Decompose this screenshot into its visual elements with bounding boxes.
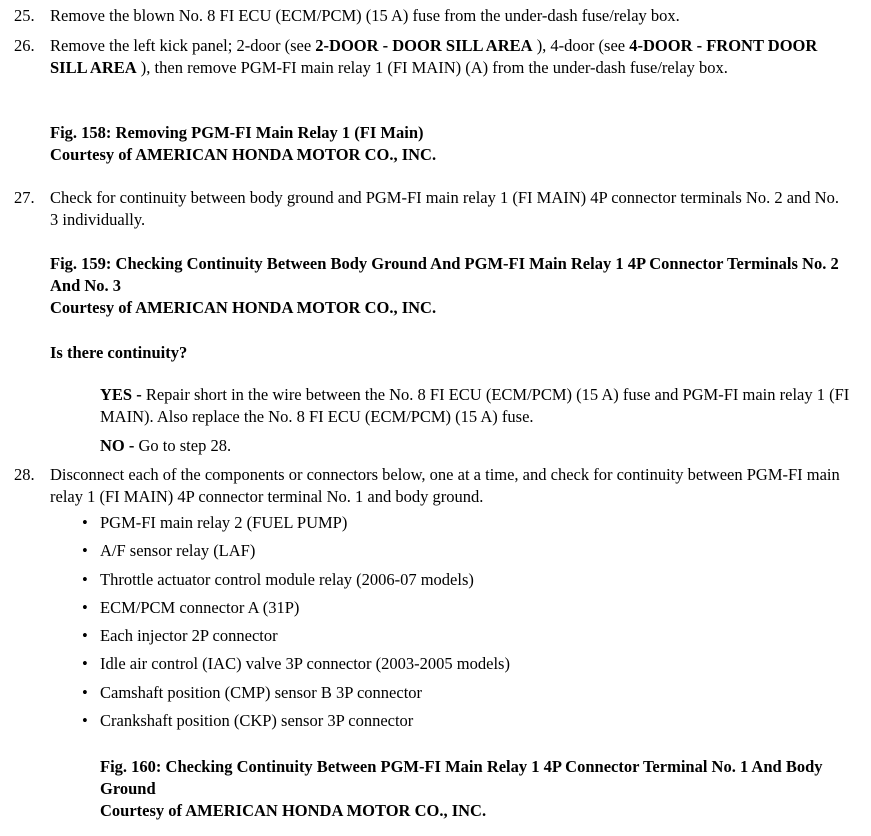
yes-label: YES - bbox=[100, 385, 142, 404]
list-item: • A/F sensor relay (LAF) bbox=[82, 540, 510, 568]
step-number: 27. bbox=[14, 188, 35, 207]
list-item: • Crankshaft position (CKP) sensor 3P connector bbox=[82, 710, 510, 738]
list-item: • PGM-FI main relay 2 (FUEL PUMP) bbox=[82, 512, 510, 540]
figure-courtesy: Courtesy of AMERICAN HONDA MOTOR CO., INC. bbox=[100, 801, 487, 820]
link-4-door-front-sill[interactable]: 4-DOOR - FRONT DOOR SILL AREA bbox=[50, 36, 818, 77]
list-item: • Idle air control (IAC) valve 3P connector (2003-2005 models) bbox=[82, 653, 510, 681]
step-text: Check for continuity between body ground and PGM-FI main relay 1 (FI MAIN) 4P connector terminals No. 2 and No. 3 individually. bbox=[50, 188, 839, 229]
no-text: Go to step 28. bbox=[134, 436, 232, 455]
list-item: • Each injector 2P connector bbox=[82, 625, 510, 653]
component-list bbox=[82, 512, 510, 738]
step-number: 25. bbox=[14, 6, 35, 25]
yes-text: Repair short in the wire between the No. 8 FI ECU (ECM/PCM) (15 A) fuse and PGM-FI main relay 1 (FI MAIN). Also replace the No. 8 FI ECU (ECM/PCM) (15 A) fuse. bbox=[100, 385, 850, 426]
step-text: Remove the blown No. 8 FI ECU (ECM/PCM) (15 A) fuse from the under-dash fuse/relay box. bbox=[50, 6, 680, 25]
step-text: Remove the left kick panel; 2-door (see 2-DOOR - DOOR SILL AREA ), 4-door (see 4-DOOR - FRONT DOOR SILL AREA ), then remove PGM-FI main relay 1 (FI MAIN) (A) from the under-dash fuse/relay box. bbox=[50, 36, 818, 77]
answer-yes bbox=[100, 384, 865, 428]
figure-158-caption bbox=[50, 122, 850, 166]
question: Is there continuity? bbox=[50, 343, 188, 362]
step-text: Disconnect each of the components or connectors below, one at a time, and check for continuity between PGM-FI main relay 1 (FI MAIN) 4P connector terminal No. 1 and body ground. bbox=[50, 465, 840, 506]
figure-courtesy: Courtesy of AMERICAN HONDA MOTOR CO., INC. bbox=[50, 145, 437, 164]
figure-159-caption bbox=[50, 253, 850, 319]
figure-title: Fig. 159: Checking Continuity Between Body Ground And PGM-FI Main Relay 1 4P Connector Terminals No. 2 And No. 3 bbox=[50, 254, 839, 295]
figure-title: Fig. 160: Checking Continuity Between PGM-FI Main Relay 1 4P Connector Terminal No. 1 And Body Ground bbox=[100, 757, 823, 798]
link-2-door-sill[interactable]: 2-DOOR - DOOR SILL AREA bbox=[315, 36, 533, 55]
step-number: 28. bbox=[14, 465, 35, 484]
list-item: • Throttle actuator control module relay (2006-07 models) bbox=[82, 569, 510, 597]
no-label: NO - bbox=[100, 436, 135, 455]
list-item: • Camshaft position (CMP) sensor B 3P connector bbox=[82, 682, 510, 710]
figure-160-caption bbox=[100, 756, 860, 822]
step-number: 26. bbox=[14, 36, 35, 55]
list-item: • ECM/PCM connector A (31P) bbox=[82, 597, 510, 625]
answer-no bbox=[100, 435, 865, 457]
figure-courtesy: Courtesy of AMERICAN HONDA MOTOR CO., INC. bbox=[50, 298, 437, 317]
figure-title: Fig. 158: Removing PGM-FI Main Relay 1 (FI Main) bbox=[50, 123, 424, 142]
